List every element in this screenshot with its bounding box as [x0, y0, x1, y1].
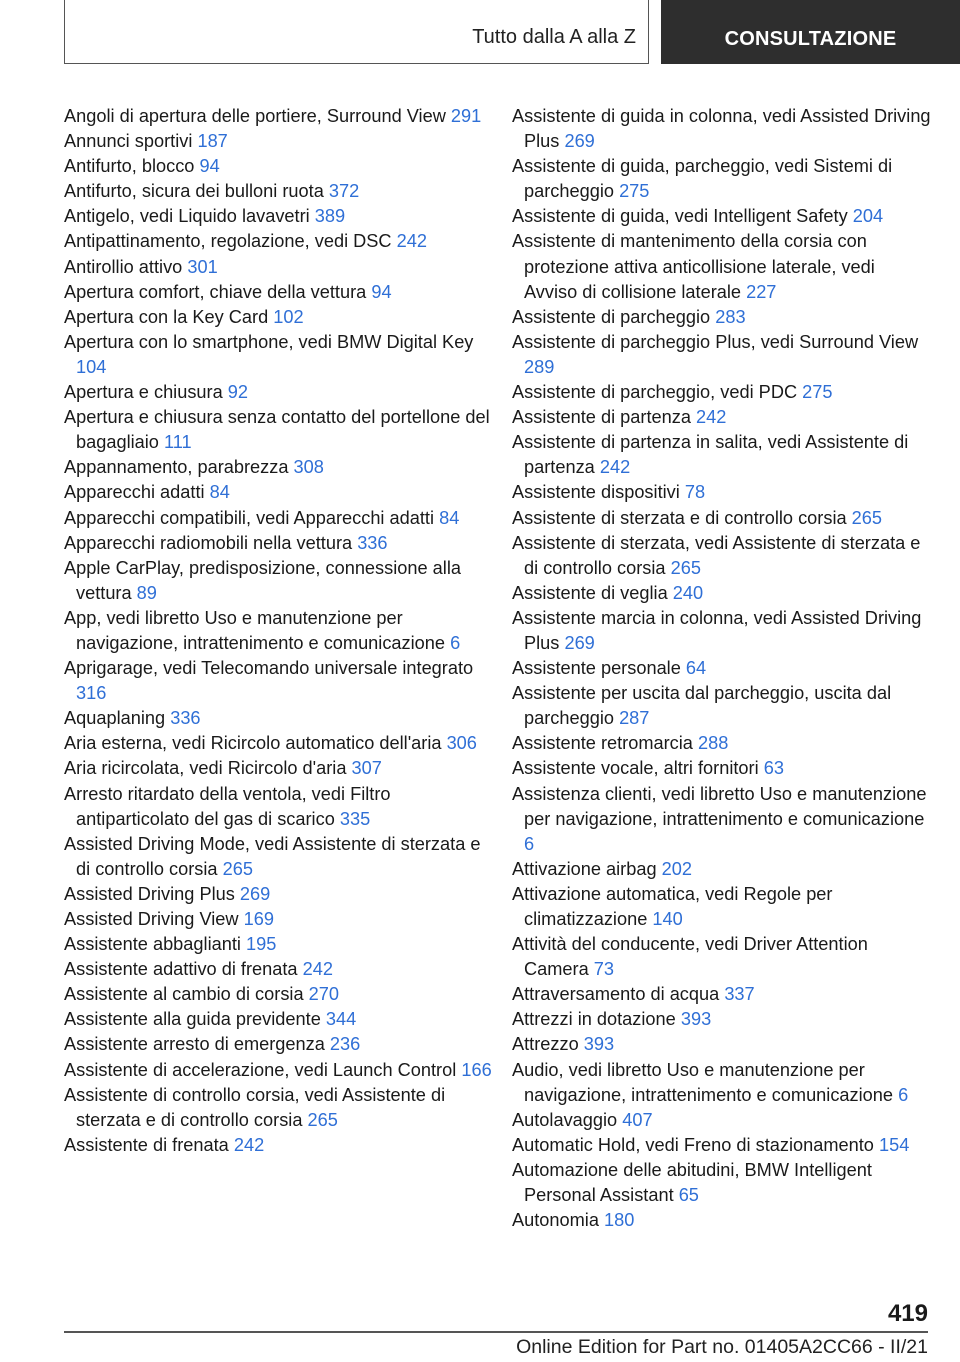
index-entry	[512, 480, 932, 505]
page-link[interactable]: 337	[724, 984, 755, 1005]
index-term: Assistente di guida in colonna, vedi Assisted Driving Plus	[512, 106, 931, 152]
index-term: Apertura comfort, chiave della vettura	[64, 281, 367, 302]
page-link[interactable]: 287	[619, 708, 650, 729]
index-term: Assistente al cambio di corsia	[64, 984, 304, 1005]
page-link[interactable]: 393	[583, 1034, 615, 1055]
index-term: Apparecchi compatibili, vedi Apparecchi adatti	[64, 507, 435, 528]
index-term: Assistente di guida, parcheggio, vedi Sistemi di parcheggio	[512, 156, 893, 202]
page-link[interactable]: 242	[696, 407, 727, 428]
index-entry	[64, 480, 494, 505]
index-entry	[512, 857, 932, 882]
page-link[interactable]: 63	[763, 758, 784, 779]
page-link[interactable]: 65	[678, 1185, 699, 1206]
index-term: Autonomia	[512, 1210, 599, 1231]
index-entry	[512, 1058, 932, 1108]
page-link[interactable]: 94	[199, 156, 220, 177]
page-link[interactable]: 202	[661, 858, 692, 879]
index-entry	[64, 932, 494, 957]
page-link[interactable]: 288	[698, 733, 729, 754]
index-term: Assistenza clienti, vedi libretto Uso e manutenzione per navigazione, intrattenimento e comunicazione	[512, 783, 927, 829]
index-entry	[512, 606, 932, 656]
chapter-tab[interactable]: CONSULTAZIONE	[661, 0, 960, 64]
index-term: Assistente di partenza in salita, vedi Assistente di partenza	[512, 432, 909, 478]
index-entry	[64, 380, 494, 405]
page-link[interactable]: 393	[680, 1009, 712, 1030]
index-term: Apertura e chiusura	[64, 382, 223, 403]
index-term: Arresto ritardato della ventola, vedi Filtro antiparticolato del gas di scarico	[64, 783, 391, 829]
index-term: Assistente di frenata	[64, 1134, 229, 1155]
page-link[interactable]: 291	[450, 106, 482, 126]
index-entry	[64, 280, 494, 305]
page-link[interactable]: 236	[329, 1034, 361, 1055]
index-entry	[64, 455, 494, 480]
index-term: Automazione delle abitudini, BMW Intelligent Personal Assistant	[512, 1159, 872, 1206]
index-term: Angoli di apertura delle portiere, Surround View	[64, 106, 446, 126]
index-term: Aria ricircolata, vedi Ricircolo d'aria	[64, 758, 347, 779]
page-link[interactable]: 269	[239, 883, 271, 904]
index-term: Aprigarage, vedi Telecomando universale integrato	[64, 658, 474, 679]
page-link[interactable]: 84	[439, 507, 460, 528]
index-term: Assistente vocale, altri fornitori	[512, 758, 759, 779]
index-term: Antifurto, blocco	[64, 156, 195, 177]
index-term: Apparecchi adatti	[64, 482, 205, 503]
index-entry	[512, 204, 932, 229]
index-entry	[64, 706, 494, 731]
index-entry	[64, 229, 494, 254]
page-link[interactable]: 169	[243, 909, 274, 929]
index-entry	[512, 882, 932, 932]
index-term: Assistente retromarcia	[512, 733, 693, 754]
page-link[interactable]: 204	[852, 206, 884, 227]
index-term: Attrezzo	[512, 1034, 579, 1055]
index-term: Assistente di guida, vedi Intelligent Safety	[512, 206, 848, 227]
page-link[interactable]: 308	[293, 457, 324, 478]
page-link[interactable]: 316	[76, 683, 107, 704]
page-link[interactable]: 307	[351, 758, 382, 779]
index-entry	[512, 380, 932, 405]
page-link[interactable]: 140	[652, 909, 683, 929]
index-term: Assistente marcia in colonna, vedi Assisted Driving Plus	[512, 607, 922, 653]
page-link[interactable]: 301	[187, 256, 218, 277]
index-entry	[512, 405, 932, 430]
index-entry	[64, 1007, 494, 1032]
index-entry	[64, 179, 494, 204]
page-link[interactable]: 187	[197, 131, 228, 152]
index-term: Assistente alla guida previdente	[64, 1009, 321, 1030]
page-link[interactable]: 275	[802, 382, 833, 403]
index-term: Assisted Driving Mode, vedi Assistente di sterzata e di controllo corsia	[64, 833, 481, 879]
index-term: Assistente di controllo corsia, vedi Assistente di sterzata e di controllo corsia	[64, 1084, 446, 1130]
page-link[interactable]: 270	[308, 984, 339, 1005]
index-entry	[512, 1007, 932, 1032]
page-link[interactable]: 389	[314, 206, 346, 227]
index-entry	[64, 656, 494, 706]
page-link[interactable]: 336	[357, 532, 388, 553]
index-entry	[64, 129, 494, 154]
index-term: Assistente di mantenimento della corsia con protezione attiva anticollisione laterale, vedi Avviso di collisione laterale	[512, 231, 875, 302]
index-term: Assistente di parcheggio, vedi PDC	[512, 382, 798, 403]
index-term: Antirollio attivo	[64, 256, 183, 277]
index-entry	[64, 506, 494, 531]
index-entry	[512, 1032, 932, 1057]
index-entry	[512, 1158, 932, 1208]
index-entry	[64, 104, 494, 129]
page-link[interactable]: 180	[604, 1210, 635, 1231]
page-link[interactable]: 289	[524, 356, 555, 377]
index-term: Autolavaggio	[512, 1109, 618, 1130]
index-term: Assistente di parcheggio	[512, 306, 711, 327]
index-column-left	[64, 104, 494, 1158]
page-link[interactable]: 265	[307, 1109, 338, 1130]
index-entry	[512, 330, 932, 380]
index-term: Apparecchi radiomobili nella vettura	[64, 532, 353, 553]
index-entry	[64, 330, 494, 380]
page-link[interactable]: 89	[136, 582, 157, 603]
section-title: Tutto dalla A alla Z	[472, 26, 636, 48]
index-term: Automatic Hold, vedi Freno di stazionamento	[512, 1134, 874, 1155]
index-entry	[512, 581, 932, 606]
index-entry	[512, 104, 932, 154]
page-link[interactable]: 283	[715, 306, 746, 327]
index-entry	[64, 556, 494, 606]
page-link[interactable]: 84	[209, 482, 230, 503]
page-link[interactable]: 265	[851, 507, 883, 528]
page-link[interactable]: 6	[524, 833, 535, 854]
index-term: Antipattinamento, regolazione, vedi DSC	[64, 231, 392, 252]
page-link[interactable]: 269	[564, 131, 595, 152]
index-entry	[64, 1058, 494, 1083]
index-entry	[64, 731, 494, 756]
index-entry	[64, 982, 494, 1007]
index-term: Assistente adattivo di frenata	[64, 959, 298, 980]
page-link[interactable]: 94	[371, 281, 392, 302]
footer-edition: Online Edition for Part no. 01405A2CC66 - II/21	[516, 1336, 928, 1358]
page-link[interactable]: 73	[593, 959, 614, 980]
index-entry	[64, 1032, 494, 1057]
index-term: Annunci sportivi	[64, 131, 193, 152]
index-entry	[64, 832, 494, 882]
page-link[interactable]: 240	[672, 582, 704, 603]
index-term: App, vedi libretto Uso e manutenzione per navigazione, intrattenimento e comunicazione	[64, 607, 446, 653]
page-link[interactable]: 242	[233, 1134, 265, 1155]
page-link[interactable]: 78	[684, 482, 706, 503]
page-link[interactable]: 92	[227, 382, 249, 403]
index-entry	[512, 1133, 932, 1158]
index-entry	[64, 756, 494, 781]
index-entry	[512, 531, 932, 581]
index-term: Attivazione airbag	[512, 858, 657, 879]
index-entry	[64, 255, 494, 280]
index-term: Apertura con lo smartphone, vedi BMW Digital Key	[64, 331, 474, 352]
index-entry	[512, 305, 932, 330]
index-entry	[512, 681, 932, 731]
index-entry	[64, 882, 494, 907]
page-link[interactable]: 335	[339, 808, 371, 829]
index-entry	[64, 154, 494, 179]
page-link[interactable]: 6	[898, 1084, 909, 1105]
index-entry	[64, 405, 494, 455]
index-term: Aquaplaning	[64, 708, 166, 729]
index-term: Attivazione automatica, vedi Regole per climatizzazione	[512, 883, 833, 929]
index-entry	[64, 1083, 494, 1133]
index-entry	[512, 1108, 932, 1133]
index-term: Assistente di accelerazione, vedi Launch Control	[64, 1059, 457, 1080]
index-term: Assistente arresto di emergenza	[64, 1034, 325, 1055]
index-entry	[512, 430, 932, 480]
page-link[interactable]: 111	[164, 432, 192, 453]
index-entry	[512, 506, 932, 531]
page-link[interactable]: 227	[746, 281, 777, 302]
page-link[interactable]: 154	[878, 1134, 910, 1155]
index-entry	[512, 229, 932, 304]
page-link[interactable]: 6	[450, 632, 461, 653]
index-term: Assistente di partenza	[512, 407, 691, 428]
index-entry	[64, 531, 494, 556]
index-entry	[64, 606, 494, 656]
index-entry	[512, 154, 932, 204]
page-link[interactable]: 306	[446, 733, 477, 754]
index-term: Audio, vedi libretto Uso e manutenzione per navigazione, intrattenimento e comunicazione	[512, 1059, 894, 1105]
index-term: Apertura e chiusura senza contatto del portellone del bagagliaio	[64, 407, 490, 453]
page-link[interactable]: 265	[222, 858, 253, 879]
index-entry	[512, 1208, 932, 1233]
page-link[interactable]: 265	[670, 557, 701, 578]
index-entry	[512, 731, 932, 756]
index-term: Attrezzi in dotazione	[512, 1009, 676, 1030]
index-entry	[512, 656, 932, 681]
index-term: Assisted Driving View	[64, 909, 239, 929]
index-entry	[64, 305, 494, 330]
page-link[interactable]: 242	[599, 457, 631, 478]
page-link[interactable]: 344	[325, 1009, 357, 1030]
index-term: Attraversamento di acqua	[512, 984, 720, 1005]
index-term: Assistente per uscita dal parcheggio, uscita dal parcheggio	[512, 683, 892, 729]
page-link[interactable]: 166	[461, 1059, 492, 1080]
index-term: Antigelo, vedi Liquido lavavetri	[64, 206, 310, 227]
page-link[interactable]: 195	[246, 934, 277, 955]
page-link[interactable]: 102	[273, 306, 304, 327]
page-number: 419	[887, 1300, 928, 1327]
index-entry	[64, 957, 494, 982]
page-link[interactable]: 242	[302, 959, 333, 980]
index-term: Attività del conducente, vedi Driver Attention Camera	[512, 934, 868, 980]
index-entry	[64, 204, 494, 229]
index-term: Apertura con la Key Card	[64, 306, 269, 327]
page-link[interactable]: 64	[685, 658, 707, 679]
index-term: Assistente personale	[512, 658, 681, 679]
index-entry	[512, 782, 932, 857]
index-term: Assisted Driving Plus	[64, 883, 235, 904]
page-link[interactable]: 336	[170, 708, 201, 729]
index-term: Assistente abbaglianti	[64, 934, 241, 955]
index-term: Apple CarPlay, predisposizione, connessione alla vettura	[64, 557, 461, 603]
footer-divider	[64, 1331, 928, 1333]
index-term: Assistente di veglia	[512, 582, 668, 603]
index-entry	[512, 982, 932, 1007]
page-link[interactable]: 407	[622, 1109, 653, 1130]
index-term: Antifurto, sicura dei bulloni ruota	[64, 181, 324, 202]
index-term: Aria esterna, vedi Ricircolo automatico dell'aria	[64, 733, 442, 754]
index-term: Assistente di sterzata e di controllo corsia	[512, 507, 847, 528]
index-entry	[512, 932, 932, 982]
index-entry	[512, 756, 932, 781]
index-term: Appannamento, parabrezza	[64, 457, 289, 478]
page-link[interactable]: 104	[76, 356, 107, 377]
index-term: Assistente dispositivi	[512, 482, 680, 503]
page-link[interactable]: 269	[564, 632, 595, 653]
index-term: Assistente di parcheggio Plus, vedi Surround View	[512, 331, 919, 352]
index-entry	[64, 782, 494, 832]
index-column-right	[512, 104, 932, 1233]
page-link[interactable]: 242	[396, 231, 427, 252]
index-entry	[64, 1133, 494, 1158]
page-link[interactable]: 275	[619, 181, 650, 202]
page-link[interactable]: 372	[328, 181, 360, 202]
index-entry	[64, 907, 494, 932]
index-term: Assistente di sterzata, vedi Assistente di sterzata e di controllo corsia	[512, 532, 921, 578]
